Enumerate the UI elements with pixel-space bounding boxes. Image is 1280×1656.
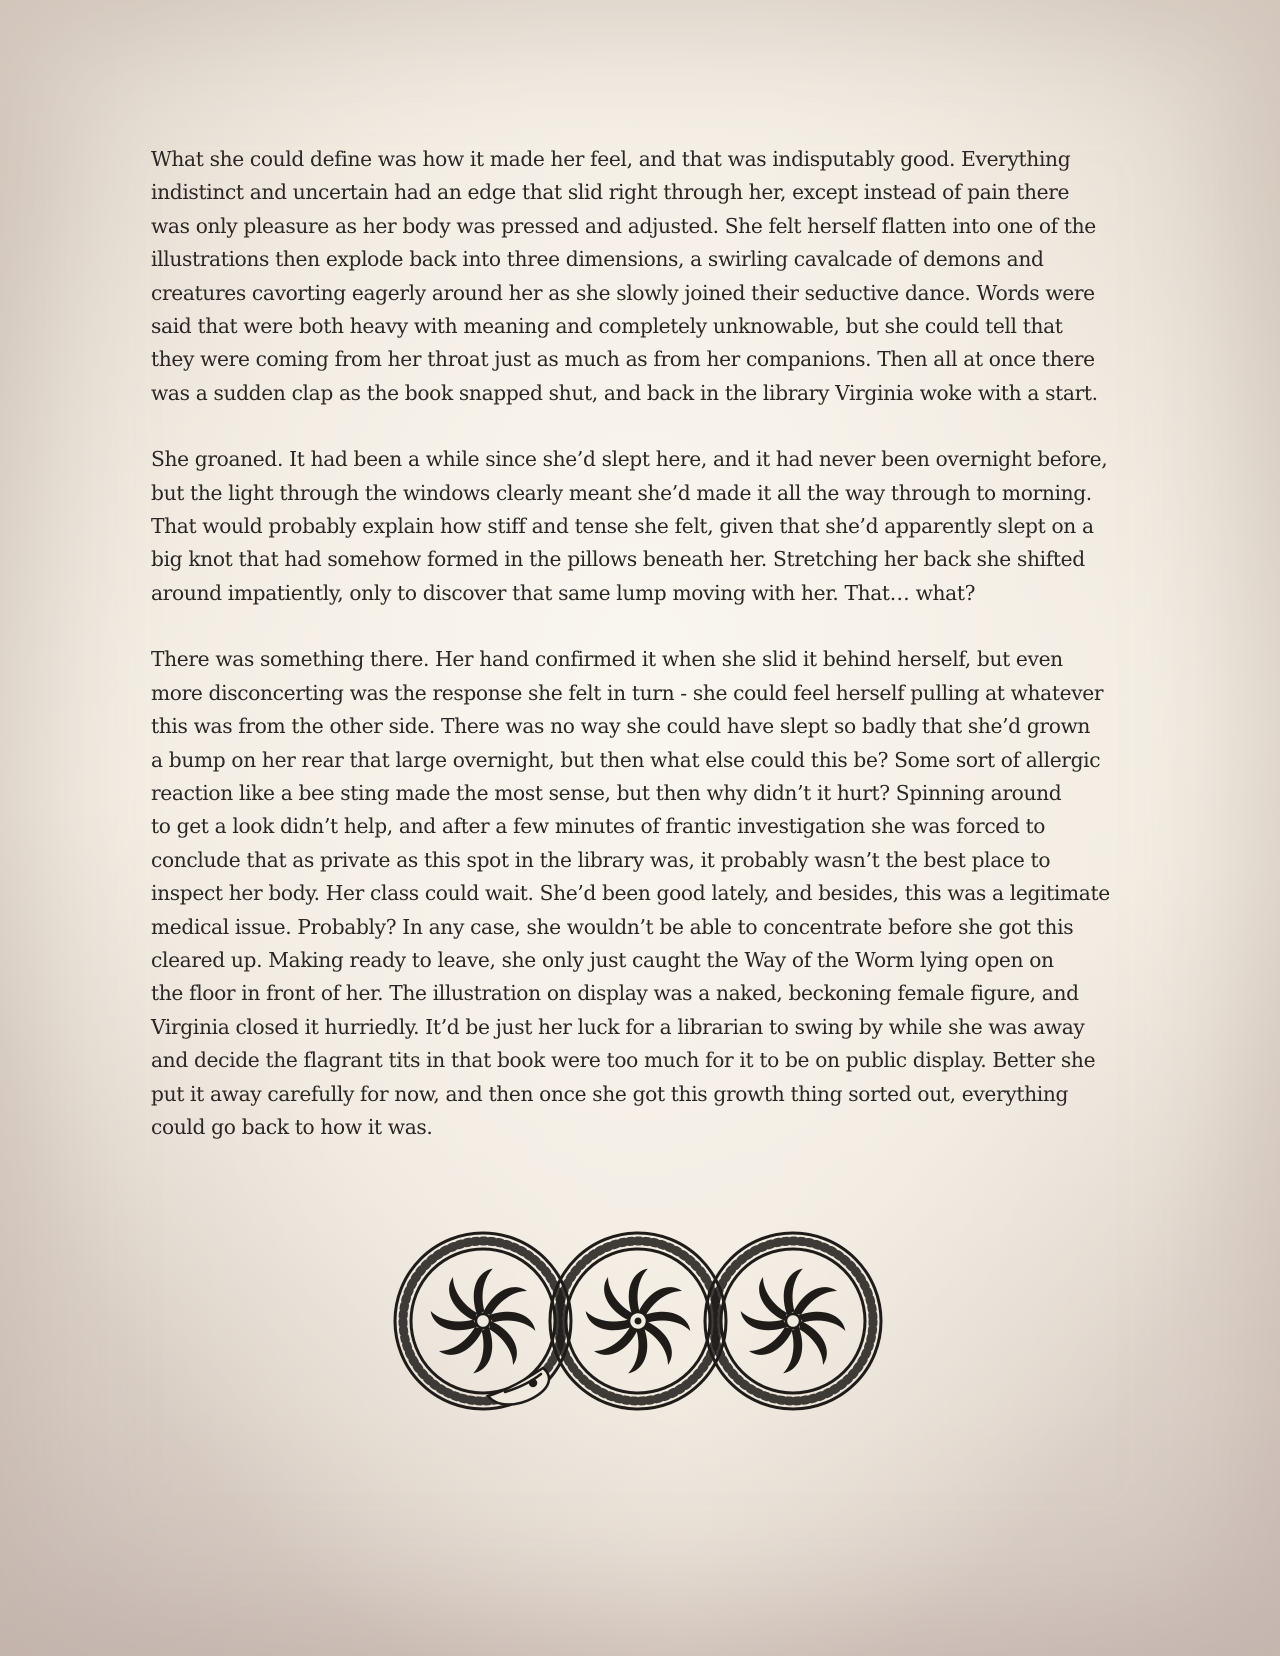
text-line: and decide the flagrant tits in that book were too much for it to be on public display. Better she	[151, 1048, 1096, 1073]
text-line: more disconcerting was the response she felt in turn - she could feel herself pulling at whatever	[151, 680, 1104, 705]
text-line: There was something there. Her hand confirmed it when she slid it behind herself, but even	[151, 647, 1063, 672]
text-line: to get a look didn’t help, and after a few minutes of frantic investigation she was forced to	[151, 814, 1046, 839]
text-line: they were coming from her throat just as much as from her companions. Then all at once there	[151, 347, 1095, 372]
text-line: Virginia closed it hurriedly. It’d be just her luck for a librarian to swing by while she was away	[151, 1014, 1085, 1039]
text-line: cleared up. Making ready to leave, she only just caught the Way of the Worm lying open on	[151, 947, 1054, 972]
text-line: said that were both heavy with meaning and completely unknowable, but she could tell that	[151, 314, 1063, 339]
serpent-ring-right	[705, 1233, 881, 1409]
rosette-left	[428, 1266, 538, 1376]
text-line: illustrations then explode back into three dimensions, a swirling cavalcade of demons and	[151, 247, 1044, 272]
text-line: but the light through the windows clearly meant she’d made it all the way through to morning.	[151, 480, 1092, 505]
text-line: was a sudden clap as the book snapped shut, and back in the library Virginia woke with a start.	[151, 380, 1098, 405]
text-line: around impatiently, only to discover that same lump moving with her. That… what?	[151, 580, 976, 605]
serpent-triple-ring-ornament-icon	[393, 1218, 883, 1424]
text-line: the floor in front of her. The illustration on display was a naked, beckoning female figure, and	[151, 981, 1079, 1006]
text-line: creatures cavorting eagerly around her as she slowly joined their seductive dance. Words were	[151, 280, 1095, 305]
text-line: this was from the other side. There was no way she could have slept so badly that she’d grown	[151, 714, 1091, 739]
text-line: was only pleasure as her body was pressed and adjusted. She felt herself flatten into one of the	[151, 213, 1096, 238]
text-line: What she could define was how it made her feel, and that was indisputably good. Everything	[151, 147, 1071, 171]
text-line: That would probably explain how stiff and tense she felt, given that she’d apparently slept on a	[151, 514, 1094, 539]
rosette-middle	[583, 1266, 693, 1376]
text-line: big knot that had somehow formed in the pillows beneath her. Stretching her back she shifted	[151, 547, 1085, 572]
text-line: reaction like a bee sting made the most sense, but then why didn’t it hurt? Spinning around	[151, 780, 1062, 805]
text-line: inspect her body. Her class could wait. She’d been good lately, and besides, this was a legitimate	[151, 881, 1110, 906]
paragraph-2	[151, 443, 1136, 610]
text-line: conclude that as private as this spot in the library was, it probably wasn’t the best place to	[151, 847, 1051, 872]
serpent-head	[488, 1368, 549, 1405]
text-line: She groaned. It had been a while since she’d slept here, and it had never been overnight before,	[151, 447, 1108, 472]
rosette-right	[738, 1266, 848, 1376]
text-line: could go back to how it was.	[151, 1114, 433, 1139]
story-text	[151, 143, 1136, 1177]
text-line: medical issue. Probably? In any case, she wouldn’t be able to concentrate before she got this	[151, 914, 1074, 939]
text-line: a bump on her rear that large overnight, but then what else could this be? Some sort of allergic	[151, 747, 1101, 772]
paragraph-3	[151, 643, 1136, 1144]
paragraph-1	[151, 143, 1136, 410]
text-line: indistinct and uncertain had an edge that slid right through her, except instead of pain there	[151, 180, 1070, 205]
text-line: put it away carefully for now, and then once she got this growth thing sorted out, everything	[151, 1081, 1069, 1106]
